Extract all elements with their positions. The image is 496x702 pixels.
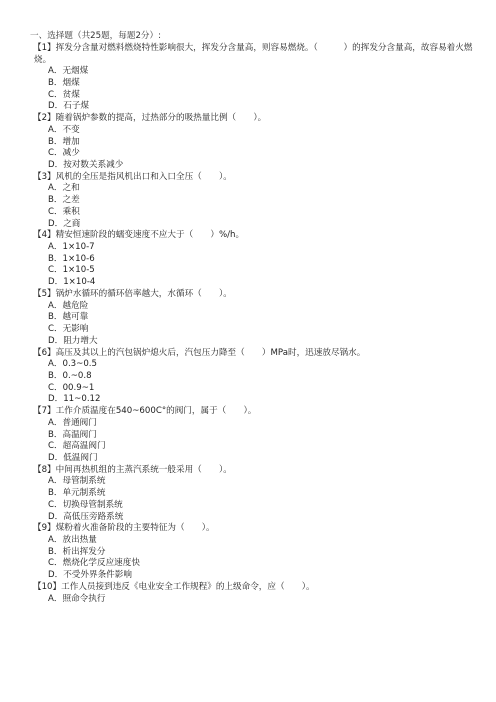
answer-option: D．按对数关系减少: [48, 160, 124, 171]
answer-option: A．之和: [48, 183, 80, 194]
answer-option: B．高温阀门: [48, 429, 97, 440]
question-text: 高压及其以上的汽包锅炉熄火后，汽包压力降至（ ）MPa时，迅速放尽锅水。: [55, 347, 366, 358]
answer-option: C．1×10-5: [48, 265, 95, 276]
question-3: [30, 172, 474, 231]
answer-option: B．之差: [48, 195, 80, 206]
question-text: 挥发分含量对燃料燃烧特性影响很大，挥发分含量高，则容易燃烧。（ ）的挥发分含量高，故容易着火燃烧。: [34, 43, 473, 65]
answer-option: C．超高温阀门: [48, 441, 106, 452]
answer-option: A．无烟煤: [48, 66, 89, 77]
answer-option: A．越危险: [48, 300, 89, 311]
answer-option: D．阻力增大: [48, 335, 98, 346]
answer-option: B．0.~0.8: [48, 370, 92, 381]
section-title: 一、选择题（共25题，每题2分）:: [30, 31, 162, 41]
answer-option: D．低温阀门: [48, 453, 98, 463]
question-1: [30, 43, 474, 113]
question-number: 【3】: [33, 171, 56, 182]
question-stem: [30, 113, 474, 125]
answer-option: C．切换母管制系统: [48, 499, 123, 510]
question-number: 【1】: [33, 43, 56, 53]
answer-option: B．越可靠: [48, 312, 89, 323]
answer-option: C．燃烧化学反应速度快: [48, 558, 140, 569]
question-2: [30, 113, 474, 172]
answer-option: D．11~0.12: [48, 394, 101, 405]
question-list: [30, 43, 474, 605]
answer-option: D．之商: [48, 218, 81, 229]
question-text: 中间再热机组的主蒸汽系统一般采用（ ）。: [55, 464, 232, 475]
question-stem: [30, 406, 474, 418]
answer-option: A．0.3~0.5: [48, 359, 98, 370]
answer-option: B．烟煤: [48, 77, 80, 88]
question-text: 工作介质温度在540~600C°的阀门，属于（ ）。: [55, 406, 257, 417]
question-number: 【9】: [33, 523, 56, 534]
question-text: 煤粉着火准备阶段的主要特征为（ ）。: [55, 523, 215, 534]
question-number: 【10】: [33, 581, 62, 592]
answer-option: A．母管制系统: [48, 476, 106, 487]
answer-option: C．00.9~1: [48, 382, 95, 393]
answer-option: A．不变: [48, 124, 80, 135]
question-text: 精安恒速阶段的蠕变速度不应大于（ ）%/h。: [55, 230, 245, 241]
question-stem: [30, 523, 474, 535]
question-9: [30, 523, 474, 582]
answer-option: C．乘积: [48, 206, 80, 217]
answer-option: D．高低压旁路系统: [48, 511, 124, 522]
answer-option: C．减少: [48, 148, 80, 159]
question-text: 锅炉水循环的循环倍率越大，水循环（ ）。: [55, 288, 232, 299]
question-stem: [30, 289, 474, 301]
answer-option: D．石子煤: [48, 101, 89, 112]
question-6: [30, 348, 474, 407]
question-number: 【5】: [33, 288, 56, 299]
answer-option: A．1×10-7: [48, 241, 95, 252]
question-stem: [30, 43, 474, 66]
question-number: 【8】: [33, 464, 56, 475]
answer-option: C．贫煤: [48, 89, 80, 100]
answer-option: C．无影响: [48, 324, 89, 335]
question-text: 风机的全压是指风机出口和入口全压（ ）。: [55, 171, 232, 182]
question-7: [30, 406, 474, 465]
answer-option: D．不受外界条件影响: [48, 570, 132, 581]
question-stem: [30, 230, 474, 242]
answer-option: B．增加: [48, 136, 80, 147]
question-number: 【2】: [33, 113, 56, 124]
question-number: 【6】: [33, 347, 56, 358]
question-stem: [30, 465, 474, 477]
question-10: [30, 582, 474, 605]
question-number: 【4】: [33, 230, 56, 241]
answer-option: B．单元制系统: [48, 488, 106, 499]
answer-option: A．照命令执行: [48, 593, 106, 604]
question-stem: [30, 348, 474, 360]
answer-option: A．普通阀门: [48, 417, 97, 428]
question-number: 【7】: [33, 406, 56, 417]
question-4: [30, 230, 474, 289]
question-stem: [30, 172, 474, 184]
answer-option: D．1×10-4: [48, 277, 96, 288]
question-8: [30, 465, 474, 524]
answer-option: B．1×10-6: [48, 253, 95, 264]
answer-option: A．放出热量: [48, 534, 97, 545]
question-text: 工作人员接到违反《电业安全工作规程》的上级命令，应（ ）。: [61, 581, 315, 592]
question-stem: [30, 582, 474, 594]
question-text: 随着锅炉参数的提高，过热部分的吸热量比例（ ）。: [55, 113, 267, 124]
question-5: [30, 289, 474, 348]
answer-option: B．析出挥发分: [48, 546, 106, 557]
